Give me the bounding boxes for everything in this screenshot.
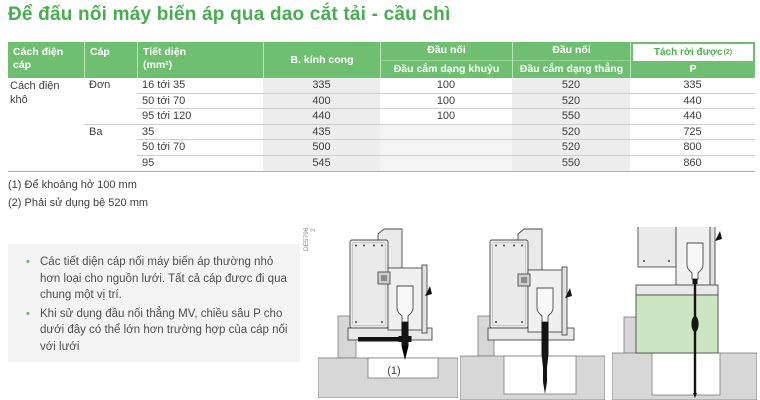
col-header-section-line1: Tiết diện (143, 46, 186, 58)
col-header-bend-radius: B. kính cong (263, 42, 380, 78)
rear-wall (562, 267, 567, 335)
cable-trench (368, 358, 438, 378)
footnote-2: (2) Phải sử dụng bệ 520 mm (8, 197, 149, 209)
bullet-text: Khi sử dụng đầu nối thẳng MV, chiều sâu P cho dưới đây có thể lớn hơn trường hợp của cáp nối với lưới (40, 307, 288, 353)
diagram-elbow-connector (318, 228, 458, 398)
cell-bend-radius: 500 (263, 140, 380, 156)
cell-straight: 550 (512, 109, 630, 125)
col-header-elbow-line2: Đầu cắm dạng khuỷu (381, 60, 512, 79)
cell-depth-p: 440 (630, 109, 755, 125)
cell-bend-radius: 400 (263, 94, 380, 110)
col-header-straight-line2: Đầu cắm dạng thẳng (513, 60, 630, 79)
cell-section: 50 tới 70 (137, 94, 263, 110)
cell-depth-p: 725 (630, 125, 755, 141)
cell-elbow (380, 140, 512, 156)
cell-cable-group-ba: Ba (89, 125, 103, 138)
bullet-text: Các tiết diện cáp nối máy biến áp thường nhỏ hơn loại cho nguồn lưới. Tất cả cáp được đi qua chung một vị trí. (40, 256, 287, 301)
cell-depth-p: 335 (630, 78, 755, 94)
cell-bend-radius: 440 (263, 109, 380, 125)
cell-elbow (380, 156, 512, 172)
plinth-base-highlight (636, 295, 718, 353)
bullet-item (26, 306, 290, 356)
cell-depth-p: 860 (683, 157, 702, 170)
rear-wall (422, 265, 427, 333)
cell-bend-radius: 435 (263, 125, 380, 141)
depth-p-label: P (689, 63, 697, 75)
cable-trench (504, 356, 576, 394)
cabinet-base-frame (636, 285, 718, 295)
page-title: Để đấu nối máy biến áp qua dao cắt tải - cầu chì (8, 4, 451, 25)
cell-straight: 520 (512, 78, 630, 94)
gap-label: (1) (387, 365, 401, 377)
col-header-straight-line1: Đầu nối (552, 44, 591, 57)
cell-depth-p: 440 (630, 94, 755, 110)
col-header-straight-plug (512, 42, 630, 78)
col-header-detachable (630, 42, 755, 78)
connection-dimensions-table (8, 42, 755, 172)
cell-elbow (380, 125, 512, 141)
cell-elbow: 100 (380, 78, 512, 94)
cell-section: 16 tới 35 (137, 78, 263, 94)
cell-straight: 520 (512, 140, 630, 156)
cell-cable-group-don: Đơn (84, 78, 137, 125)
cell-depth-p: 800 (630, 140, 755, 156)
col-header-section (137, 42, 263, 78)
col-header-insulation: Cách điện cáp (8, 42, 84, 78)
footnote-1: (1) Để khoảng hở 100 mm (8, 179, 137, 191)
detachable-text: Tách rời được (653, 47, 723, 58)
bullet-icon: • (26, 256, 30, 268)
rear-wall (710, 227, 715, 287)
cell-straight: 520 (512, 125, 630, 141)
bullet-item (26, 254, 290, 304)
cell-bend-radius: 335 (263, 78, 380, 94)
cell-insulation-type: Cách điện khô (10, 80, 60, 106)
info-panel (8, 244, 300, 362)
cell-bend-radius: 545 (263, 156, 380, 172)
cell-straight: 550 (512, 156, 630, 172)
figure-code-line2: 2 (310, 228, 317, 232)
figure-code: DE5796 (303, 228, 310, 252)
col-header-section-line2: (mm²) (143, 59, 173, 71)
cell-elbow: 100 (380, 109, 512, 125)
cable-trench (652, 353, 720, 395)
cell-elbow: 100 (380, 94, 512, 110)
bushing-core (381, 275, 387, 281)
pointer-arrow-icon (715, 231, 722, 241)
col-header-elbow-line1: Đầu nối (427, 44, 466, 57)
cell-section: 50 tới 70 (137, 140, 263, 156)
diagram-straight-connector-plinth (612, 227, 757, 400)
bushing-core (521, 277, 527, 283)
detachable-label (633, 44, 753, 61)
col-header-cable: Cáp (84, 42, 137, 78)
col-header-elbow-plug (380, 42, 512, 78)
cell-section: 35 (137, 125, 263, 141)
detachable-footnote-ref: (2) (723, 49, 733, 56)
cell-section: 95 tới 120 (137, 109, 263, 125)
table-footnotes (8, 176, 148, 212)
bullet-icon: • (26, 307, 30, 320)
cell-section: 95 (142, 157, 155, 170)
diagram-straight-connector (460, 228, 605, 400)
figure-code-label (303, 228, 317, 288)
cell-straight: 520 (512, 94, 630, 110)
